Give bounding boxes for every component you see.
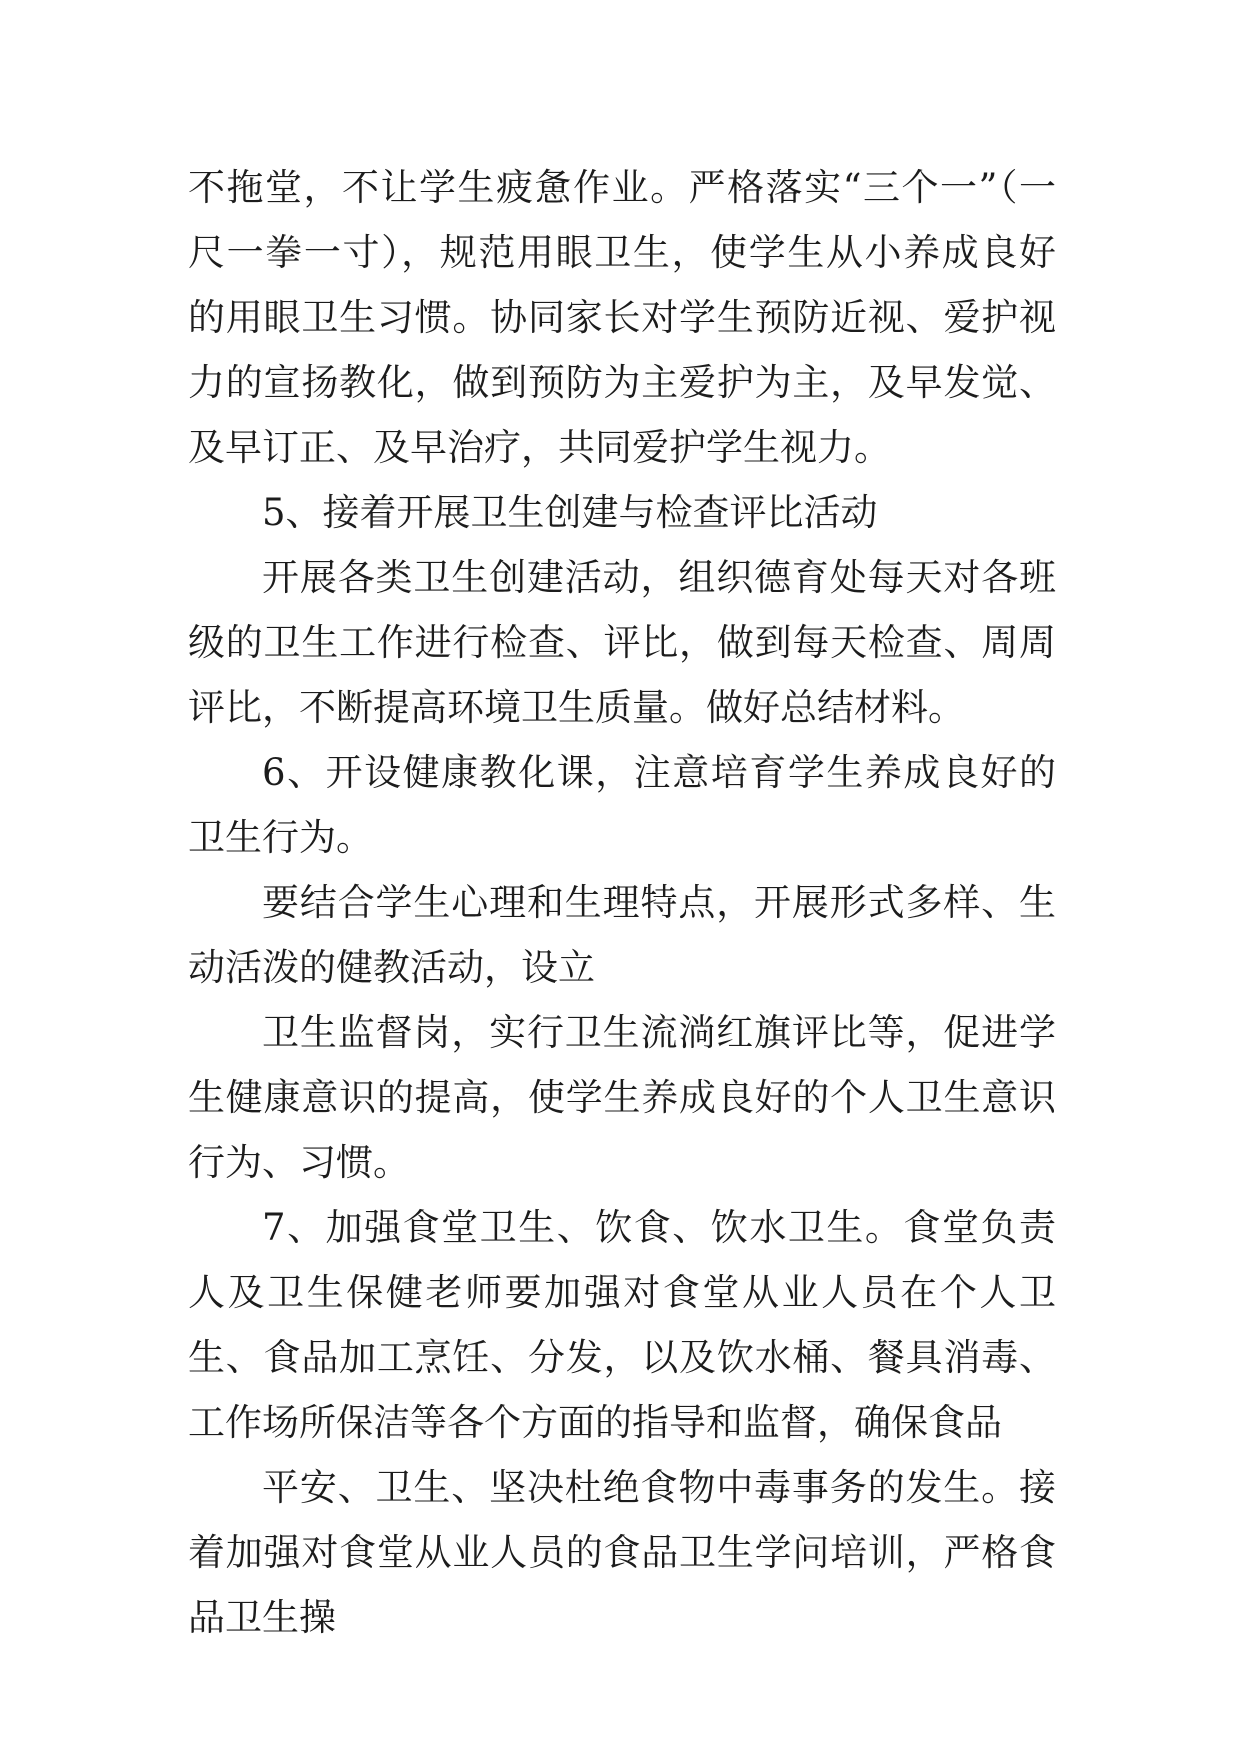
- paragraph-hygiene-supervision: 卫生监督岗，实行卫生流淌红旗评比等，促进学生健康意识的提高，使学生养成良好的个人卫生意识行为、习惯。: [188, 1011, 1056, 1184]
- section-heading-5: 5、接着开展卫生创建与检查评比活动: [262, 491, 878, 534]
- paragraph-food-safety: 平安、卫生、坚决杜绝食物中毒事务的发生。接着加强对食堂从业人员的食品卫生学问培训，严格食品卫生操: [188, 1466, 1056, 1639]
- paragraph-health-activities: 要结合学生心理和生理特点，开展形式多样、生动活泼的健教活动，设立: [188, 881, 1056, 989]
- document-body: [188, 155, 1056, 1650]
- section-heading-7: 7、加强食堂卫生、饮食、饮水卫生。食堂负责人及卫生保健老师要加强对食堂从业人员在个人卫生、食品加工烹饪、分发，以及饮水桶、餐具消毒、工作场所保洁等各个方面的指导和监督，确保食品: [188, 1206, 1056, 1444]
- section-heading-6: 6、开设健康教化课，注意培育学生养成良好的卫生行为。: [188, 751, 1056, 859]
- paragraph-hygiene-inspection: 开展各类卫生创建活动，组织德育处每天对各班级的卫生工作进行检查、评比，做到每天检查、周周评比，不断提高环境卫生质量。做好总结材料。: [188, 556, 1056, 729]
- paragraph-vision-care: 不拖堂，不让学生疲惫作业。严格落实“三个一”（一尺一拳一寸），规范用眼卫生，使学生从小养成良好的用眼卫生习惯。协同家长对学生预防近视、爱护视力的宣扬教化，做到预防为主爱护为主，及早发觉、及早订正、及早治疗，共同爱护学生视力。: [188, 166, 1056, 469]
